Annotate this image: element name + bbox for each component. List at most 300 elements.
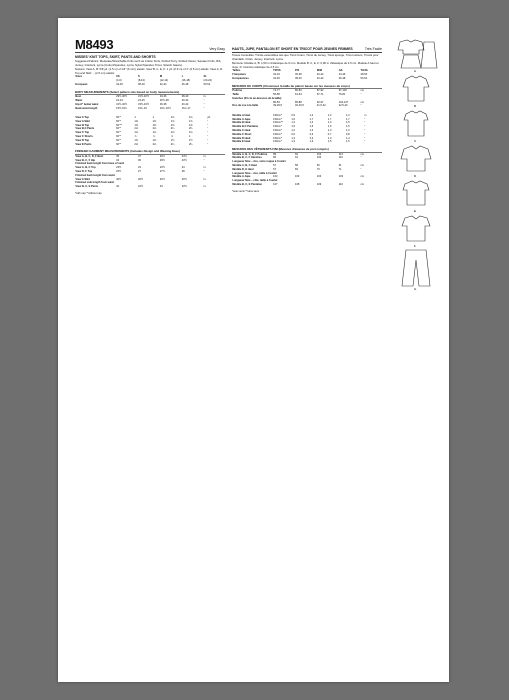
pattern-number: M8493: [75, 37, 114, 52]
table-cell: 56-58: [273, 93, 280, 97]
table-cell: 27½: [159, 170, 165, 174]
table-cell: Modèle E Haut: [232, 140, 251, 144]
table-cell: 1: [152, 115, 155, 119]
view-e-drawing: [394, 178, 438, 213]
table-cell: in.: [203, 185, 207, 189]
pants-icon: [394, 248, 438, 288]
table-cell: Françaises: [232, 73, 246, 77]
table-cell: 1,2: [309, 128, 314, 132]
table-cell: 67-71: [316, 93, 324, 97]
table-cell: 42-44: [316, 76, 324, 80]
table-cell: 60"*: [116, 115, 121, 119]
table-cell: 40½: [181, 177, 187, 181]
table-cell: View B,C Pants: [75, 127, 95, 131]
table-cell: 57: [273, 164, 277, 168]
shirt-with-skirt-icon: [394, 38, 438, 70]
table-cell: 42,5-43: [338, 104, 348, 108]
table-cell: 1,2: [327, 113, 332, 117]
finished-table-fr: [232, 153, 382, 187]
table-row: [75, 83, 225, 87]
table-cell: 50-52: [360, 76, 368, 80]
table-cell: Dos de cou à la taille: [232, 104, 259, 108]
table-cell: 92-97: [316, 100, 324, 104]
table-cell: View D Top: [75, 138, 90, 142]
table-cell: Finished back length from waist: [75, 173, 115, 177]
table-cell: 2⅛: [152, 142, 157, 146]
table-cell: Modèle D Haut: [232, 136, 251, 140]
table-cell: 2¼: [188, 127, 193, 131]
table-cell: 40-42: [316, 73, 324, 77]
top-icon: [394, 73, 438, 105]
table-cell: 44½: [181, 154, 187, 158]
view-label-c: C: [414, 139, 417, 143]
table-cell: Modèle B, C, F Hanches: [232, 156, 262, 160]
pattern-sheet: [58, 18, 449, 682]
table-cell: 60"*: [116, 119, 121, 123]
table-cell: 40½: [116, 177, 122, 181]
table-cell: 28: [181, 170, 185, 174]
view-label-b: B: [414, 104, 417, 108]
view-g-drawing: [394, 248, 438, 291]
difficulty-fr: Très Facile: [364, 47, 382, 51]
table-cell: Finished back length from base of neck: [75, 162, 125, 166]
table-cell: 1⅜: [170, 123, 175, 127]
table-cell: L: [181, 75, 184, 79]
table-cell: 1,7: [327, 117, 332, 121]
table-cell: 0,8: [345, 132, 350, 136]
table-cell: 0,9: [291, 113, 295, 117]
table-cell: Modèle B,C Pantalon: [232, 125, 259, 129]
header-fr: [232, 38, 382, 53]
table-cell: 46-48: [338, 76, 346, 80]
table-cell: ": [364, 140, 366, 144]
table-cell: 103: [316, 175, 322, 179]
view-b-drawing: [394, 73, 438, 108]
table-row: [232, 183, 382, 187]
notions-fr: Mercerie: Modèle A, B: 1,50 m d'élastique de 6 mm. Modèle B, C, E, F: 0,90 m d'élastique de 2,5 cm. Modèle A haut et Jupe, D: Ceinture élastique de 2,5 cm.: [232, 61, 379, 69]
table-cell: ": [360, 156, 362, 160]
table-cell: 41,5-42: [316, 104, 326, 108]
table-cell: View A, B, C, D, F Bust: [75, 154, 104, 158]
table-cell: TP/XS: [273, 69, 281, 73]
table-cell: 36-38: [295, 73, 302, 77]
table-cell: 1,4: [327, 121, 332, 125]
table-cell: 60"*: [116, 134, 121, 138]
view-c-drawing: [394, 108, 438, 143]
table-cell: 61-64: [295, 93, 302, 97]
table-cell: 22-23: [116, 99, 123, 103]
table-cell: (20-22): [203, 79, 212, 83]
table-cell: 0,7: [327, 132, 332, 136]
table-cell: 39½: [159, 158, 165, 162]
table-cell: ": [207, 119, 209, 123]
table-cell: 103: [273, 175, 278, 179]
table-cell: Modèle A, B, C, D, F Poitrine: [232, 152, 268, 156]
table-cell: TG/XL: [360, 69, 369, 73]
french-column: [232, 38, 382, 193]
table-cell: 23: [138, 166, 141, 170]
table-cell: 67: [273, 167, 277, 171]
table-cell: 80-83: [295, 89, 302, 93]
table-cell: 1⅛: [170, 131, 175, 135]
table-cell: 1,5: [291, 125, 295, 129]
table-cell: ": [203, 102, 205, 106]
table-cell: 150cm*: [273, 117, 282, 121]
table-cell: cm: [360, 183, 365, 186]
table-cell: Modèle D, E Haut: [232, 167, 254, 171]
table-row: [75, 107, 225, 111]
table-cell: 107: [273, 183, 278, 186]
table-cell: (4-6): [116, 79, 122, 83]
view-drawings: [394, 38, 438, 291]
table-cell: ": [207, 142, 209, 146]
table-row: [232, 77, 382, 81]
table-cell: cm: [360, 89, 365, 93]
table-cell: 1⅛: [170, 115, 175, 119]
table-cell: Back waist length: [75, 106, 98, 110]
table-cell: Modèle A Jupe: [232, 175, 251, 179]
table-cell: ": [360, 93, 362, 97]
table-cell: 1⅜: [134, 119, 138, 123]
table-cell: 1,3: [327, 136, 332, 140]
table-cell: 1,5: [345, 125, 350, 129]
table-cell: cm: [360, 100, 365, 104]
table-cell: 60"**: [116, 123, 122, 127]
table-cell: ": [207, 123, 209, 127]
table-cell: 42-44: [159, 82, 167, 86]
table-cell: ": [207, 127, 209, 131]
table-cell: ⅞: [170, 134, 173, 138]
table-cell: 109: [316, 183, 322, 186]
table-cell: ": [364, 136, 366, 140]
table-cell: 1,3: [291, 140, 295, 144]
table-cell: 15¾-16: [138, 106, 147, 110]
table-cell: 40½: [159, 154, 165, 158]
table-cell: 94: [295, 152, 298, 156]
table-cell: 91: [295, 156, 298, 160]
table-cell: 103: [295, 175, 300, 179]
yardage-table-en: [75, 116, 225, 146]
table-cell: 37: [138, 154, 141, 158]
table-cell: cm: [360, 164, 365, 168]
table-cell: in.: [203, 154, 207, 158]
table-cell: 74-77: [273, 89, 280, 93]
body-table-fr: [232, 89, 382, 108]
table-cell: 1,7: [345, 117, 350, 121]
finished-table-en: [75, 155, 225, 189]
table-cell: XL: [203, 75, 207, 79]
table-cell: 1,3: [309, 136, 314, 140]
table-cell: 113: [338, 152, 343, 156]
table-cell: 27: [138, 170, 141, 174]
table-cell: 1,2: [309, 113, 314, 117]
table-cell: 1,5: [327, 140, 332, 144]
table-cell: 1⅝: [188, 119, 193, 123]
table-cell: View A, B, C Top: [75, 166, 96, 170]
table-cell: 110: [338, 156, 343, 160]
top-icon: [394, 108, 438, 140]
table-cell: View A Top: [75, 115, 89, 119]
title-fr: HAUTS, JUPE, PANTALON ET SHORT EN TRICOT POUR JEUNES FEMMES: [232, 47, 353, 51]
table-cell: 43: [159, 185, 163, 189]
table-cell: 2¼: [188, 142, 193, 146]
table-cell: 38-40: [181, 95, 189, 99]
table-cell: 40-42: [181, 102, 189, 106]
table-cell: View B Top: [75, 123, 90, 127]
table-cell: ⅞: [152, 134, 155, 138]
table-cell: Tailles: [232, 69, 241, 73]
table-cell: 1⅜: [152, 119, 157, 123]
table-cell: 0,6: [291, 132, 295, 136]
table-cell: 150cm**: [273, 121, 283, 125]
table-cell: View B, C, E Pants: [75, 185, 99, 189]
table-cell: ": [203, 99, 205, 103]
table-cell: 71: [338, 167, 342, 171]
table-cell: 36-38: [159, 102, 167, 106]
table-cell: 43½: [181, 158, 187, 162]
table-cell: 31½-32½: [116, 102, 128, 106]
table-cell: 1⅝: [170, 119, 175, 123]
table-cell: 1,3: [291, 136, 295, 140]
table-cell: 1⅜: [152, 123, 157, 127]
table-cell: Modèle B Haut: [232, 121, 251, 125]
table-cell: (16-18): [181, 79, 191, 83]
table-cell: 1⅜: [134, 138, 138, 142]
table-cell: cm: [360, 152, 365, 156]
table-cell: 1,2: [291, 128, 295, 132]
table-cell: 1,7: [309, 117, 314, 121]
yardage-table-fr: [232, 114, 382, 144]
table-cell: 2⅛: [134, 142, 138, 146]
table-cell: 26½: [116, 170, 122, 174]
table-cell: View B, C, F Hip: [75, 158, 96, 162]
view-d-drawing: [394, 143, 438, 178]
table-cell: 60"*: [116, 142, 121, 146]
table-cell: 42: [116, 185, 120, 189]
table-cell: 1,3: [345, 128, 350, 132]
footnote-fr: *avec sens **sans sens: [232, 189, 260, 193]
notions-en: Notions: View A, B: 5/8 yd. (1.5 m) of 1/4" (6 mm) elastic. View B, C, E, F: 1 yd. (0.9 m) of 1" (2.5 cm) elastic. View A, D: Top and Skirt: ...(2.5 cm) elastic.: [75, 67, 223, 75]
table-cell: 1⅜: [134, 123, 138, 127]
table-cell: 1,4: [291, 121, 295, 125]
table-cell: XS: [116, 75, 120, 79]
finished-heading-fr: MESURES DES VÊTEMENTS FINI (Mesures d'aisance de port compris): [232, 147, 382, 153]
table-cell: 58: [295, 164, 298, 168]
table-cell: 2⅛: [134, 127, 138, 131]
table-cell: ": [364, 117, 366, 121]
view-label-f: F: [414, 244, 416, 248]
table-cell: 43½: [181, 185, 187, 189]
table-cell: 60"*: [116, 138, 121, 142]
table-cell: 40-40,5: [295, 104, 304, 108]
table-cell: M: [159, 75, 163, 79]
table-cell: 60: [316, 164, 320, 168]
table-cell: 39-39,5: [273, 104, 282, 108]
table-cell: in.: [203, 177, 207, 181]
table-cell: 69: [295, 167, 298, 171]
table-cell: 1,5: [345, 121, 350, 125]
table-cell: Modèle B, C, E Pantalon: [232, 183, 263, 186]
table-cell: European: [75, 82, 88, 86]
table-cell: 44-46: [338, 73, 346, 77]
table-cell: ": [207, 131, 209, 135]
table-cell: 35: [116, 154, 120, 158]
table-cell: 1,3: [327, 128, 332, 132]
table-cell: 34-36: [273, 76, 280, 80]
table-cell: 150cm*: [273, 128, 282, 132]
table-cell: cm: [360, 175, 365, 179]
finished-heading-en: FINISHED GARMENT MEASUREMENTS (Includes Design and Wearing Ease): [75, 149, 225, 155]
table-cell: ": [203, 106, 205, 110]
top-icon: [394, 213, 438, 245]
table-cell: 1,4: [309, 121, 314, 125]
table-cell: 103: [316, 152, 322, 156]
table-cell: Hip-9" below waist: [75, 102, 99, 106]
table-cell: 38-40: [138, 82, 145, 86]
english-column: [75, 38, 225, 195]
table-cell: 50-52: [203, 82, 211, 86]
table-cell: 61: [338, 164, 342, 168]
table-cell: View A Skirt: [75, 177, 91, 181]
table-cell: ": [360, 167, 362, 171]
table-cell: View E Pants: [75, 142, 92, 146]
table-cell: 103: [338, 175, 344, 179]
table-cell: 46-48: [181, 82, 189, 86]
table-cell: 150cm*: [273, 136, 282, 140]
view-label-d: D: [414, 174, 417, 178]
table-cell: S: [138, 75, 140, 79]
table-cell: 34-36: [116, 82, 123, 86]
table-cell: Modèle C Haut: [232, 128, 251, 132]
table-row: [232, 104, 382, 108]
top-icon: [394, 178, 438, 210]
table-cell: 1,6: [291, 117, 295, 121]
body-heading-en: BODY MEASUREMENTS (Select pattern size based on body measurements): [75, 90, 225, 96]
table-cell: 150cm*: [273, 140, 282, 144]
table-cell: 34-36: [159, 95, 167, 99]
view-label-a: A: [414, 69, 417, 73]
table-cell: ": [207, 138, 209, 142]
table-cell: 1⅜: [188, 123, 193, 127]
table-cell: 1,5: [327, 125, 332, 129]
sizes-table-fr: [232, 69, 382, 80]
table-cell: 40½: [138, 177, 144, 181]
fabrics-en: Suggested Fabrics: Moderate/Stretchable Knits such as Cotton Knits, Knitted Terry, Knitted Velour, Sweater Knits, Rib, Jersey, Interlock, Lycra (Cotton/Spandex, Lycra, Nylon/Spandex Tricot, Stretch Gauze).: [75, 59, 222, 67]
table-cell: 40½: [159, 177, 165, 181]
table-cell: 2¼: [170, 127, 175, 131]
table-cell: 150cm*: [273, 125, 282, 129]
table-cell: 110: [338, 183, 343, 186]
table-cell: Modèle A Jupe: [232, 117, 251, 121]
table-cell: 33½-34½: [138, 102, 149, 106]
table-cell: View C Top: [75, 131, 90, 135]
table-cell: (8-10): [138, 79, 145, 83]
table-cell: 1: [188, 134, 191, 138]
table-cell: Waist: [75, 99, 83, 103]
table-row: [75, 143, 225, 147]
table-cell: ": [360, 104, 362, 108]
header-en: [75, 38, 225, 53]
table-cell: 23½: [159, 166, 165, 170]
table-cell: 31½-32½: [138, 95, 149, 99]
table-cell: Sizes: [75, 75, 83, 79]
table-cell: Bust: [75, 95, 82, 99]
table-cell: View C Shorts: [75, 134, 93, 138]
footnote-en: *with nap **without nap: [75, 192, 102, 195]
table-cell: 24-25: [138, 99, 145, 103]
title-en: MISSES' KNIT TOPS, SKIRT, PANTS AND SHORTS: [75, 55, 156, 59]
table-cell: 2¼: [170, 142, 175, 146]
body-heading-fr: MESURES DU CORPS (Choisissez la taille du patron basée sur les mesures du corps): [232, 84, 382, 90]
table-cell: 29½-30½: [116, 95, 128, 99]
table-cell: Modèle C Short: [232, 132, 252, 136]
table-cell: 87-92: [316, 89, 324, 93]
table-cell: View D, F Top: [75, 170, 93, 174]
table-cell: 1: [134, 115, 136, 119]
table-row: [75, 185, 225, 189]
table-cell: 70: [316, 167, 320, 171]
table-cell: 1½: [188, 138, 193, 142]
view-label-g: G: [414, 287, 417, 291]
table-cell: 85-88: [295, 100, 302, 104]
table-cell: 1⅜: [152, 138, 157, 142]
table-cell: in.: [203, 166, 207, 170]
table-cell: 36: [138, 158, 141, 162]
table-cell: M/M: [316, 69, 322, 73]
table-cell: Longueur finie – dos, votre nuque à l'ourlet: [232, 160, 286, 164]
table-cell: 1,5: [309, 125, 314, 129]
table-cell: Taille: [232, 93, 239, 97]
table-cell: 1,3: [309, 140, 314, 144]
table-cell: 26½-28: [159, 99, 169, 103]
table-cell: 1½: [170, 138, 175, 142]
fabrics-fr: Tissus Conseillés: Tricots extensibles tels que Tricot Coton, Tricot de Jersey, Tricot éponge, Tricot velours, Tricots pour chandails, Côtes, Jersey, Interlock, Lycra.: [232, 53, 379, 61]
sizes-table-en: [75, 75, 225, 86]
table-cell: 34: [116, 158, 120, 162]
table-cell: G/L: [338, 69, 344, 73]
table-cell: 150cm*: [273, 113, 282, 117]
difficulty-en: Very Easy: [209, 47, 225, 51]
table-cell: 42½: [138, 185, 144, 189]
table-cell: 16¾-17: [181, 106, 191, 110]
view-f-drawing: [394, 213, 438, 248]
body-table-en: [75, 95, 225, 110]
table-cell: 1,4: [345, 136, 350, 140]
table-cell: ": [364, 132, 366, 136]
table-cell: yd.: [207, 115, 211, 119]
table-cell: Finished side length from waist: [75, 181, 115, 185]
table-cell: ": [364, 128, 366, 132]
top-icon: [394, 143, 438, 175]
table-cell: 97-102: [338, 89, 347, 93]
table-cell: ⅞: [134, 134, 137, 138]
table-cell: 2⅛: [152, 127, 157, 131]
table-cell: Modèle A Haut: [232, 113, 251, 117]
table-cell: 60"*: [116, 131, 121, 135]
table-cell: 150cm*: [273, 132, 282, 136]
table-cell: 23½: [116, 166, 122, 170]
table-cell: 24: [181, 166, 185, 170]
table-cell: 86: [273, 156, 277, 160]
table-cell: 89: [273, 152, 277, 156]
table-cell: in.: [203, 95, 207, 99]
table-cell: m: [364, 113, 367, 117]
table-cell: 76-81: [338, 93, 346, 97]
table-cell: 15½-15¾: [116, 106, 128, 110]
view-label-e: E: [414, 209, 417, 213]
table-cell: 1⅛: [188, 131, 193, 135]
table-cell: 80-83: [273, 100, 280, 104]
